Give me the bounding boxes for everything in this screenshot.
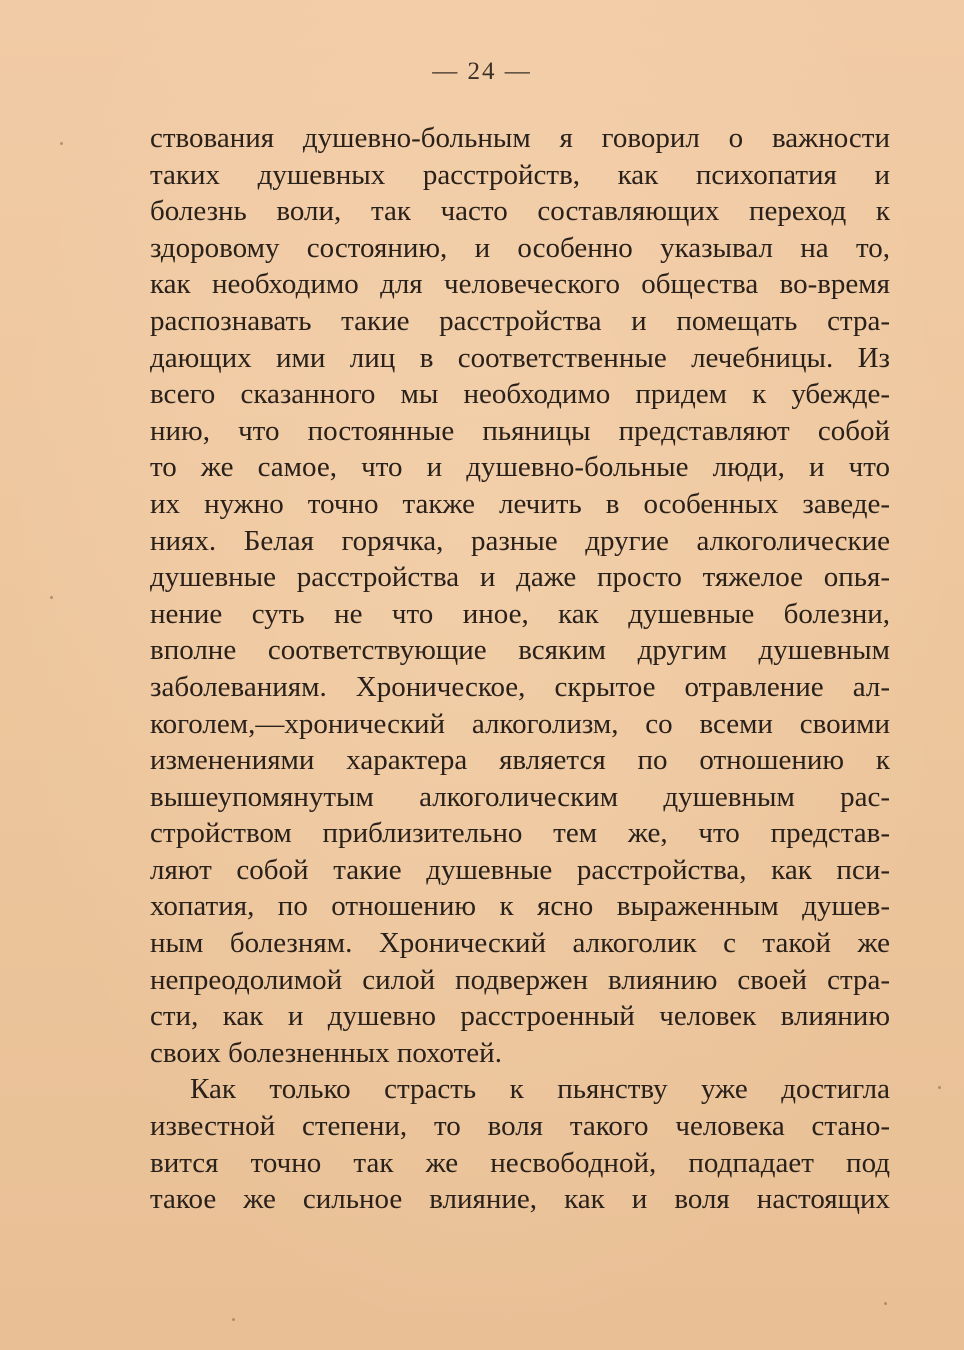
text-line: своих болезненных похотей. [150,1036,502,1069]
text-line: ниях. Белая горячка, разные другие алкоголические [150,524,890,557]
text-line: ствования душевно-больным я говорил о важности [150,122,890,154]
text-line: изменениями характера является по отношению к [150,744,890,777]
text-line: вышеупомянутым алкоголическим душевным рас- [150,780,890,813]
text-line: коголем,—хронический алкоголизм, со всеми своими [150,707,890,740]
text-line: такое же сильное влияние, как и воля настоящих [150,1183,890,1216]
text-line: дающих ими лиц в соответственные лечебницы. Из [150,341,890,374]
page-number: — 24 — [432,58,532,85]
paper-speck [232,1318,235,1321]
text-line: всего сказанного мы необходимо придем к убежде- [150,378,890,411]
text-line: хопатия, по отношению к ясно выраженным душев- [150,890,890,923]
body-text [150,120,890,1218]
text-line: вится точно так же несвободной, подпадает под [150,1146,890,1179]
text-line: ляют собой такие душевные расстройства, как пси- [150,853,890,886]
text-line: душевные расстройства и даже просто тяжелое опья- [150,561,890,594]
text-line: как необходимо для человеческого общества во-время [150,268,890,301]
text-line: ным болезням. Хронический алкоголик с такой же [150,927,890,960]
text-line: Как только страсть к пьянству уже достигла [190,1073,890,1106]
text-line: таких душевных расстройств, как психопатия и [150,158,890,191]
text-line: болезнь воли, так часто составляющих переход к [150,195,890,228]
text-line: вполне соответствующие всяким другим душевным [150,634,890,667]
text-line: непреодолимой силой подвержен влиянию своей стра- [150,963,890,996]
paper-speck [884,1302,887,1305]
text-line: распознавать такие расстройства и помещать стра- [150,304,890,337]
paragraph-1 [150,120,890,1071]
text-line: известной степени, то воля такого человека стано- [150,1110,890,1143]
text-line: заболеваниям. Хроническое, скрытое отравление ал- [150,670,890,703]
text-line: нию, что постоянные пьяницы представляют собой [150,414,890,447]
text-line: их нужно точно также лечить в особенных заведе- [150,487,890,520]
text-line: здоровому состоянию, и особенно указывал на то, [150,231,890,264]
text-line: нение суть не что иное, как душевные болезни, [150,597,890,630]
paper-speck [50,596,53,599]
text-line: сти, как и душевно расстроенный человек влиянию [150,1000,890,1033]
paragraph-2 [150,1071,890,1217]
text-line: стройством приблизительно тем же, что представ- [150,817,890,850]
paper-speck [60,142,63,145]
text-line: то же самое, что и душевно-больные люди, и что [150,451,890,484]
paper-speck [938,1086,941,1089]
